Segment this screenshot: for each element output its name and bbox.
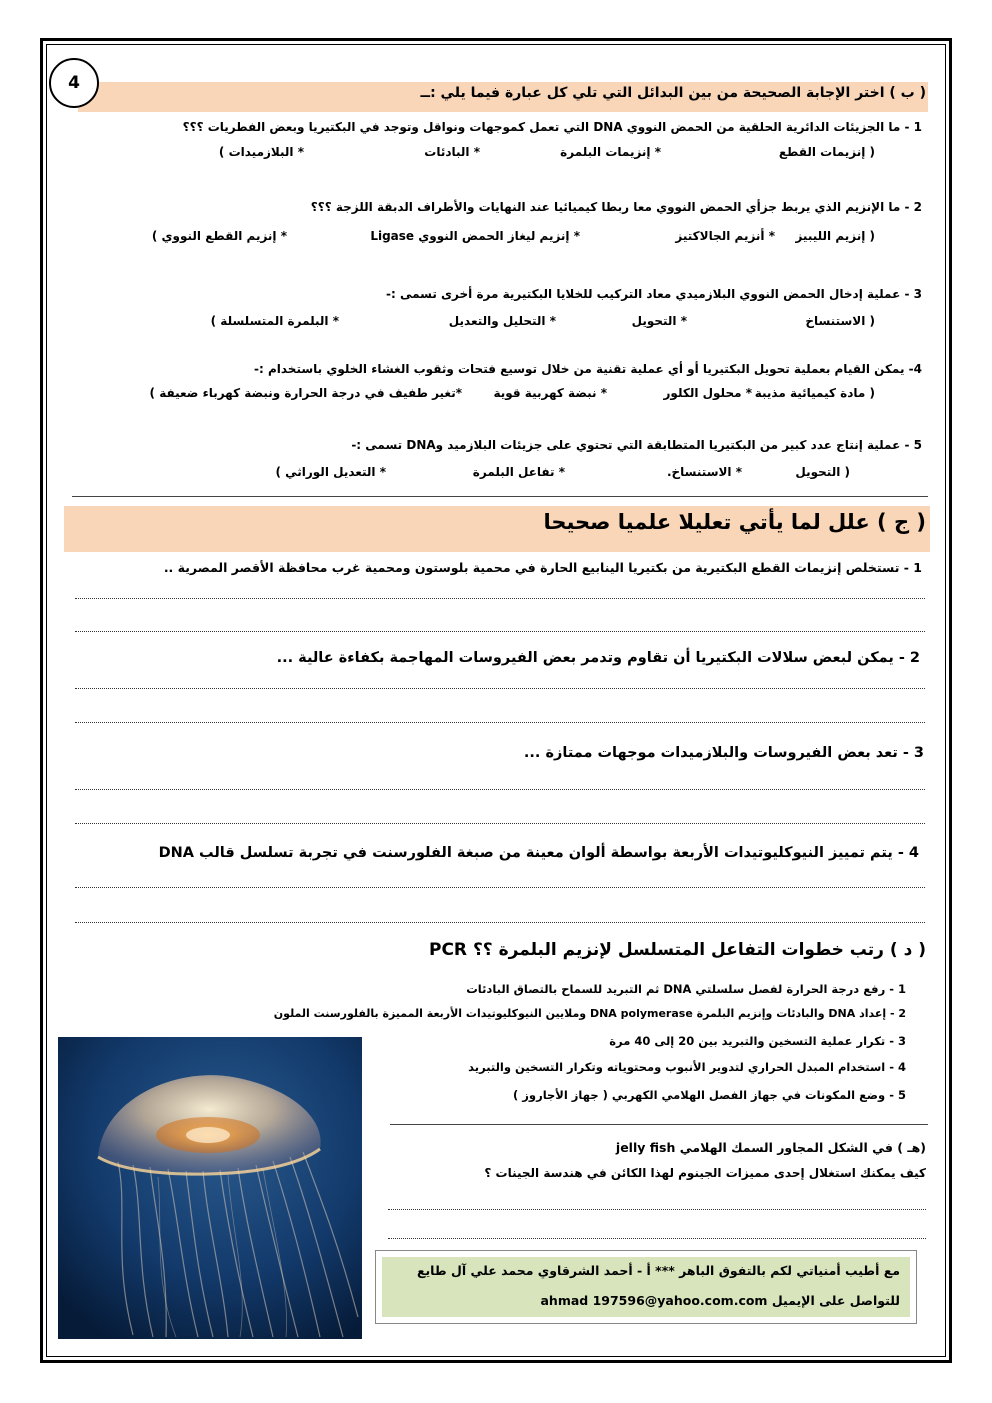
section-e-title: (هـ ) في الشكل المجاور السمك الهلامي jelly fish [615, 1140, 926, 1155]
contact-email[interactable]: للتواصل على الإيميل ahmad 197596@yahoo.com.com [540, 1293, 900, 1308]
section-divider [390, 1124, 928, 1125]
q3-option-2: * التحويل [631, 314, 687, 328]
reason-item-2: 2 - يمكن لبعض سلالات البكتيريا أن تقاوم وتدمر بعض الفيروسات المهاجمة بكفاءة عالية ... [276, 650, 920, 666]
question-b1: 1 - ما الجزيئات الدائرية الحلقية من الحمض النووي DNA التي تعمل كموجهات ونواقل وتوجد في البكتيريا وبعض الفطريات ؟؟؟ [182, 120, 922, 134]
answer-line[interactable] [388, 1238, 926, 1239]
section-d-header: ( د ) رتب خطوات التفاعل المتسلسل لإنزيم البلمرة ؟؟ PCR [429, 940, 926, 960]
answer-line[interactable] [75, 688, 925, 689]
question-b4: 4- يمكن القيام بعملية تحويل البكتيريا أو أي عملية تقنية من خلال توسيع فتحات وثقوب الغشاء الخلوي باستخدام :- [254, 362, 922, 376]
pcr-step-2: 2 - إعداد DNA والبادئات وإنزيم البلمرة DNA polymerase وملايين النيوكليوتيدات الأربعة المميزة بالفلورسنت الملون [273, 1007, 906, 1020]
section-e-question: كيف يمكنك استغلال إحدى مميزات الجينوم لهذا الكائن في هندسة الجينات ؟ [484, 1166, 926, 1180]
contact-box [375, 1250, 917, 1324]
question-b3: 3 - عملية إدخال الحمض النووي البلازميدي معاد التركيب للخلايا البكتيرية مرة أخرى تسمى :- [386, 287, 922, 301]
pcr-step-5: 5 - وضع المكونات في جهاز الفصل الهلامي الكهربي ( جهاز الأجاروز ) [513, 1088, 906, 1102]
q3-option-3: * التحليل والتعديل [448, 314, 556, 328]
q4-option-2: * محلول الكلور [663, 386, 752, 400]
pcr-step-4: 4 - استخدام المبدل الحراري لتدوير الأنبوب ومحتوياته وتكرار التسخين والتبريد [468, 1060, 906, 1074]
section-b-header: ( ب ) اختر الإجابة الصحيحة من بين البدائل التي تلي كل عبارة فيما يلي :ــ [420, 85, 926, 101]
q3-option-1: ( الاستنساخ [805, 314, 875, 328]
answer-line[interactable] [75, 823, 925, 824]
reason-item-1: 1 - تستخلص إنزيمات القطع البكتيرية من بكتيريا الينابيع الحارة في محمية بلوستون ومحمية غرب محافظة الأقصر المصرية .. [163, 560, 922, 575]
reason-item-4: 4 - يتم تمييز النيوكليوتيدات الأربعة بواسطة ألوان معينة من صبغة الفلورسنت في تجربة تسلسل قالب DNA [158, 845, 919, 861]
pcr-step-3: 3 - تكرار عملية التسخين والتبريد بين 20 إلى 40 مرة [609, 1034, 906, 1048]
q2-option-4: * إنزيم القطع النووي ) [151, 229, 287, 243]
q3-option-4: * البلمرة المتسلسلة ) [210, 314, 339, 328]
answer-line[interactable] [388, 1209, 926, 1210]
answer-line[interactable] [75, 789, 925, 790]
answer-line[interactable] [75, 631, 925, 632]
q1-option-4: * البلازميدات ) [218, 145, 304, 159]
q5-option-2: * الاستنساخ. [666, 465, 742, 479]
q2-option-2: * أنزيم الجالاكتيز [675, 229, 775, 243]
section-c-header: ( ج ) علل لما يأتي تعليلا علميا صحيحا [543, 510, 926, 534]
q5-option-4: * التعديل الوراثي ) [275, 465, 386, 479]
q1-option-1: ( إنزيمات القطع [778, 145, 875, 159]
reason-item-3: 3 - تعد بعض الفيروسات والبلازميدات موجهات ممتازة ... [523, 745, 924, 761]
answer-line[interactable] [75, 922, 925, 923]
q1-option-3: * البادئات [424, 145, 480, 159]
section-divider [72, 496, 928, 497]
answer-line[interactable] [75, 598, 925, 599]
question-b2: 2 - ما الإنزيم الذي يربط جزأي الحمض النووي معا ربطا كيميائيا عند النهايات والأطراف الدبقة اللزجة ؟؟؟ [310, 200, 922, 214]
question-b5: 5 - عملية إنتاج عدد كبير من البكتيريا المتطابقة التي تحتوي على جزيئات البلازميد وDNA تسمى :- [351, 438, 922, 452]
pcr-step-1: 1 - رفع درجة الحرارة لفصل سلسلتي DNA ثم التبريد للسماح بالتصاق البادئات [466, 982, 906, 996]
page-number: 4 [49, 58, 99, 108]
answer-line[interactable] [75, 722, 925, 723]
answer-line[interactable] [75, 887, 925, 888]
jellyfish-image [58, 1037, 362, 1339]
q1-option-2: * إنزيمات البلمرة [560, 145, 661, 159]
q5-option-1: ( التحويل [795, 465, 850, 479]
contact-signature: مع أطيب أمنياتي لكم بالتفوق الباهر *** أ - أحمد الشرقاوي محمد علي آل طايع [416, 1263, 900, 1278]
q4-option-4: *تغير طفيف في درجة الحرارة ونبضة كهرباء ضعيفة ) [149, 386, 462, 400]
q2-option-1: ( إنزيم الليبيز [795, 229, 875, 243]
q4-option-3: * نبضة كهربية قوية [493, 386, 607, 400]
q5-option-3: * تفاعل البلمرة [472, 465, 565, 479]
contact-box-fill [382, 1257, 910, 1317]
q2-option-3: * إنزيم ليغاز الحمض النووي Ligase [370, 229, 580, 243]
q4-option-1: ( مادة كيميائية مذيبة [754, 386, 875, 400]
